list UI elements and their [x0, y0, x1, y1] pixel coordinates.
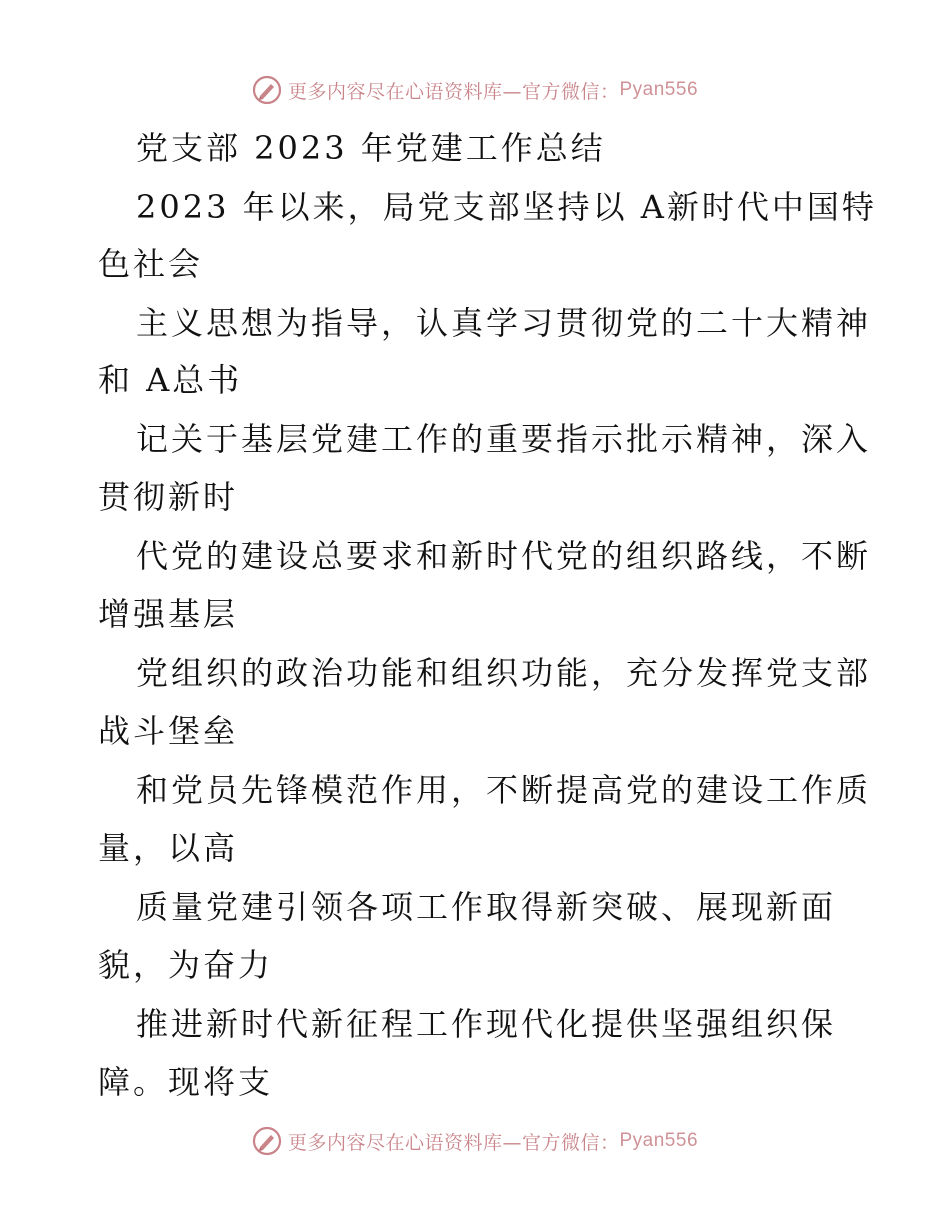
watermark-text: 更多内容尽在心语资料库—官方微信：	[287, 80, 620, 103]
pen-logo-icon	[252, 1126, 282, 1156]
paragraph-line: 战斗堡垒	[98, 712, 239, 750]
paragraph-line: 主义思想为指导，认真学习贯彻党的二十大精神	[136, 304, 872, 342]
paragraph-line: 增强基层	[98, 595, 239, 633]
footer-watermark	[0, 1121, 950, 1161]
paragraph-line: 障。现将支	[98, 1063, 274, 1101]
paragraph-line: 记关于基层党建工作的重要指示批示精神，深入	[136, 420, 872, 458]
paragraph-line: 量，以高	[98, 829, 239, 867]
watermark-text: 更多内容尽在心语资料库—官方微信：	[287, 1131, 620, 1154]
paragraph-line: 貌，为奋力	[98, 946, 274, 984]
paragraph-line: 和党员先锋模范作用，不断提高党的建设工作质	[136, 771, 872, 809]
watermark-wechat-id: Pyan556	[619, 79, 699, 100]
paragraph-line: 推进新时代新征程工作现代化提供坚强组织保	[136, 1005, 837, 1043]
paragraph-line: 和 A总书	[98, 361, 243, 399]
paragraph-line: 2023 年以来，局党支部坚持以 A新时代中国特	[136, 188, 877, 226]
paragraph-line: 党组织的政治功能和组织功能，充分发挥党支部	[136, 654, 872, 692]
paragraph-line: 贯彻新时	[98, 478, 239, 516]
watermark-wechat-id: Pyan556	[619, 1130, 699, 1151]
paragraph-line: 代党的建设总要求和新时代党的组织路线，不断	[136, 537, 872, 575]
paragraph-line: 色社会	[98, 245, 204, 283]
paragraph-line: 质量党建引领各项工作取得新突破、展现新面	[136, 888, 837, 926]
document-title: 党支部 2023 年党建工作总结	[136, 129, 606, 167]
